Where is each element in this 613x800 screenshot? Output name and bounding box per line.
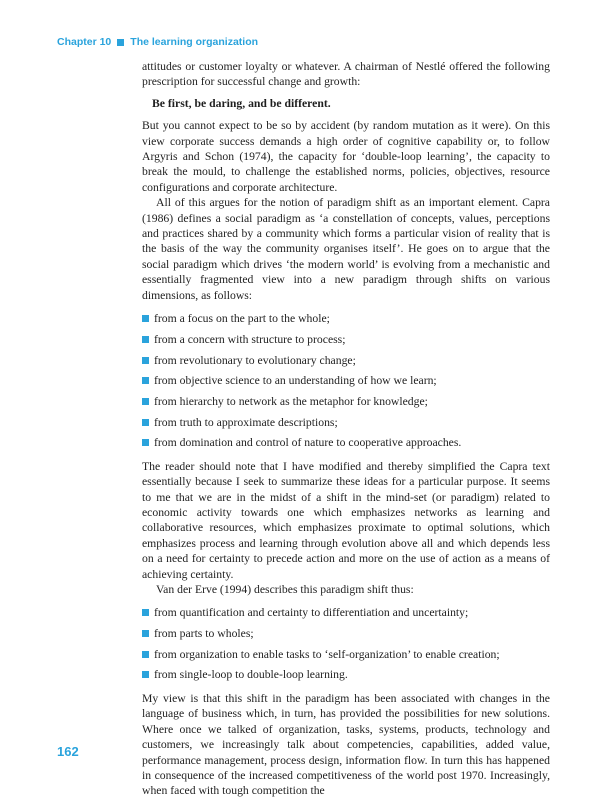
erve-shift-list [142, 605, 550, 683]
body-text [142, 59, 550, 799]
quotation: Be first, be daring, and be different. [152, 96, 331, 110]
list-item: from parts to wholes; [142, 626, 550, 641]
paragraph: Van der Erve (1994) describes this paradigm shift thus: [156, 582, 414, 596]
square-bullet-icon [142, 671, 149, 678]
square-bullet-icon [142, 630, 149, 637]
square-bullet-icon [142, 439, 149, 446]
square-bullet-icon [142, 651, 149, 658]
square-bullet-icon [142, 609, 149, 616]
paragraph: My view is that this shift in the paradigm has been associated with changes in the language of business which, in turn, has provided the possibilities for new solutions. Where once we talked of organization, tasks, systems, products, technology and customers, we increasingly talk about competencies, capabilities, added value, performance management, process design, information flow. In turn this has happened in consequence of the increased competitiveness of the world post 1970. Increasingly, when faced with tough competition the [142, 691, 550, 798]
square-separator-icon [117, 39, 124, 46]
chapter-title: The learning organization [130, 36, 259, 48]
page-number: 162 [57, 744, 79, 759]
list-item: from single-loop to double-loop learning. [142, 667, 550, 682]
square-bullet-icon [142, 398, 149, 405]
list-item: from quantification and certainty to differentiation and uncertainty; [142, 605, 550, 620]
paragraph: attitudes or customer loyalty or whatever. A chairman of Nestlé offered the following prescription for successful change and growth: [142, 60, 550, 89]
square-bullet-icon [142, 336, 149, 343]
list-item: from a concern with structure to process; [142, 332, 550, 347]
paragraph: All of this argues for the notion of paradigm shift as an important element. Capra (1986) defines a social paradigm as ‘a constellation of concepts, values, perceptions and practices shared by a community which forms a particular vision of reality that is the basis of the way the community organises itself’. He goes on to argue that the social paradigm which drives ‘the modern world’ is evolving from a mechanistic and essentially fragmented view into a new paradigm through shifts on various dimensions, as follows: [142, 196, 550, 302]
list-item: from truth to approximate descriptions; [142, 415, 550, 430]
square-bullet-icon [142, 419, 149, 426]
running-head [57, 36, 258, 48]
list-item: from a focus on the part to the whole; [142, 311, 550, 326]
square-bullet-icon [142, 357, 149, 364]
list-item: from hierarchy to network as the metaphor for knowledge; [142, 394, 550, 409]
list-item: from domination and control of nature to cooperative approaches. [142, 435, 550, 450]
list-item: from revolutionary to evolutionary change; [142, 353, 550, 368]
paragraph: But you cannot expect to be so by accident (by random mutation as it were). On this view corporate success demands a high order of cognitive capability or, to follow Argyris and Schon (1974), the capacity for ‘double-loop learning’, the capacity to break the mould, to challenge the established norms, policies, objectives, resource configurations and corporate architecture. [142, 119, 550, 194]
paragraph: The reader should note that I have modified and thereby simplified the Capra text essentially because I seek to summarize these ideas for a particular purpose. It seems to me that we are in the midst of a shift in the mind-set (or paradigm) related to economic activity towards one which emphasizes networks as learning and collaborative resources, which emphasizes proximate to optimal solutions, which emphasizes process and learning through evolution above all and which depends less on a need for certainty to precede action and more on the use of action as a means of achieving certainty. [142, 459, 550, 581]
square-bullet-icon [142, 315, 149, 322]
chapter-label: Chapter 10 [57, 36, 112, 48]
capra-shift-list [142, 311, 550, 451]
list-item: from objective science to an understanding of how we learn; [142, 373, 550, 388]
square-bullet-icon [142, 377, 149, 384]
list-item: from organization to enable tasks to ‘self-organization’ to enable creation; [142, 647, 550, 662]
